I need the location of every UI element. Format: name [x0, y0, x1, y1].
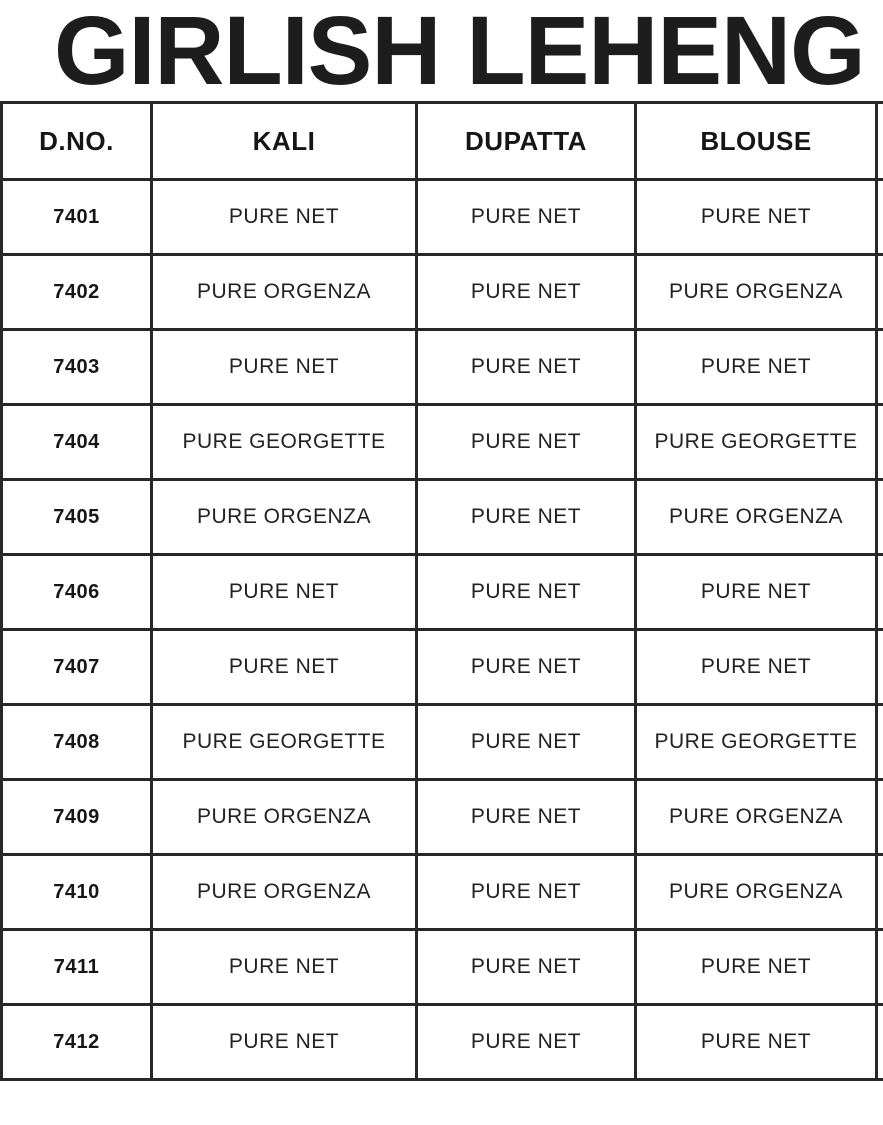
- cell-clipped: [877, 630, 883, 705]
- cell-kali: PURE NET: [152, 930, 417, 1005]
- cell-dupatta: PURE NET: [417, 1005, 636, 1080]
- cell-clipped: [877, 930, 883, 1005]
- cell-dupatta: PURE NET: [417, 255, 636, 330]
- cell-clipped: [877, 405, 883, 480]
- cell-kali: PURE ORGENZA: [152, 780, 417, 855]
- cell-dupatta: PURE NET: [417, 780, 636, 855]
- cell-blouse: PURE NET: [636, 1005, 877, 1080]
- table-row: [2, 255, 883, 330]
- cell-dno: 7405: [2, 480, 152, 555]
- cell-dupatta: PURE NET: [417, 630, 636, 705]
- cell-blouse: PURE NET: [636, 630, 877, 705]
- fabric-spec-table: [0, 101, 883, 1081]
- cell-clipped: [877, 480, 883, 555]
- cell-kali: PURE ORGENZA: [152, 855, 417, 930]
- table-row: [2, 330, 883, 405]
- cell-dno: 7401: [2, 180, 152, 255]
- cell-dno: 7406: [2, 555, 152, 630]
- column-header-clipped: [877, 103, 883, 180]
- cell-dupatta: PURE NET: [417, 705, 636, 780]
- cell-kali: PURE NET: [152, 630, 417, 705]
- cell-clipped: [877, 555, 883, 630]
- cell-kali: PURE GEORGETTE: [152, 405, 417, 480]
- table-row: [2, 930, 883, 1005]
- cell-dno: 7412: [2, 1005, 152, 1080]
- cell-blouse: PURE GEORGETTE: [636, 405, 877, 480]
- table-header: [2, 103, 883, 180]
- cell-dupatta: PURE NET: [417, 405, 636, 480]
- cell-kali: PURE NET: [152, 330, 417, 405]
- page-title: GIRLISH LEHENG: [54, 0, 865, 105]
- cell-dno: 7408: [2, 705, 152, 780]
- cell-blouse: PURE NET: [636, 555, 877, 630]
- table-row: [2, 780, 883, 855]
- cell-dno: 7403: [2, 330, 152, 405]
- cell-blouse: PURE NET: [636, 180, 877, 255]
- cell-dupatta: PURE NET: [417, 180, 636, 255]
- cell-kali: PURE NET: [152, 180, 417, 255]
- cell-clipped: [877, 705, 883, 780]
- cell-blouse: PURE ORGENZA: [636, 255, 877, 330]
- cell-dupatta: PURE NET: [417, 555, 636, 630]
- cell-kali: PURE NET: [152, 1005, 417, 1080]
- cell-kali: PURE GEORGETTE: [152, 705, 417, 780]
- cell-blouse: PURE NET: [636, 930, 877, 1005]
- cell-clipped: [877, 330, 883, 405]
- cell-dupatta: PURE NET: [417, 330, 636, 405]
- column-header-dno: D.NO.: [2, 103, 152, 180]
- cell-dno: 7404: [2, 405, 152, 480]
- cell-kali: PURE ORGENZA: [152, 480, 417, 555]
- cell-dupatta: PURE NET: [417, 480, 636, 555]
- table-row: [2, 705, 883, 780]
- cell-clipped: [877, 180, 883, 255]
- column-header-blouse: BLOUSE: [636, 103, 877, 180]
- cell-clipped: [877, 855, 883, 930]
- table-row: [2, 855, 883, 930]
- cell-blouse: PURE GEORGETTE: [636, 705, 877, 780]
- column-header-kali: KALI: [152, 103, 417, 180]
- cell-dupatta: PURE NET: [417, 930, 636, 1005]
- table-row: [2, 1005, 883, 1080]
- cell-dno: 7409: [2, 780, 152, 855]
- cell-blouse: PURE ORGENZA: [636, 480, 877, 555]
- column-header-dupatta: DUPATTA: [417, 103, 636, 180]
- cell-clipped: [877, 1005, 883, 1080]
- cell-blouse: PURE NET: [636, 330, 877, 405]
- header-row: [2, 103, 883, 180]
- table-row: [2, 405, 883, 480]
- cell-blouse: PURE ORGENZA: [636, 780, 877, 855]
- cell-dno: 7407: [2, 630, 152, 705]
- cell-dno: 7411: [2, 930, 152, 1005]
- cell-dno: 7410: [2, 855, 152, 930]
- table-row: [2, 480, 883, 555]
- cell-clipped: [877, 255, 883, 330]
- table-row: [2, 180, 883, 255]
- cell-dno: 7402: [2, 255, 152, 330]
- cell-clipped: [877, 780, 883, 855]
- cell-kali: PURE ORGENZA: [152, 255, 417, 330]
- table-row: [2, 630, 883, 705]
- cell-dupatta: PURE NET: [417, 855, 636, 930]
- cell-blouse: PURE ORGENZA: [636, 855, 877, 930]
- cell-kali: PURE NET: [152, 555, 417, 630]
- table-row: [2, 555, 883, 630]
- table-body: [2, 180, 883, 1080]
